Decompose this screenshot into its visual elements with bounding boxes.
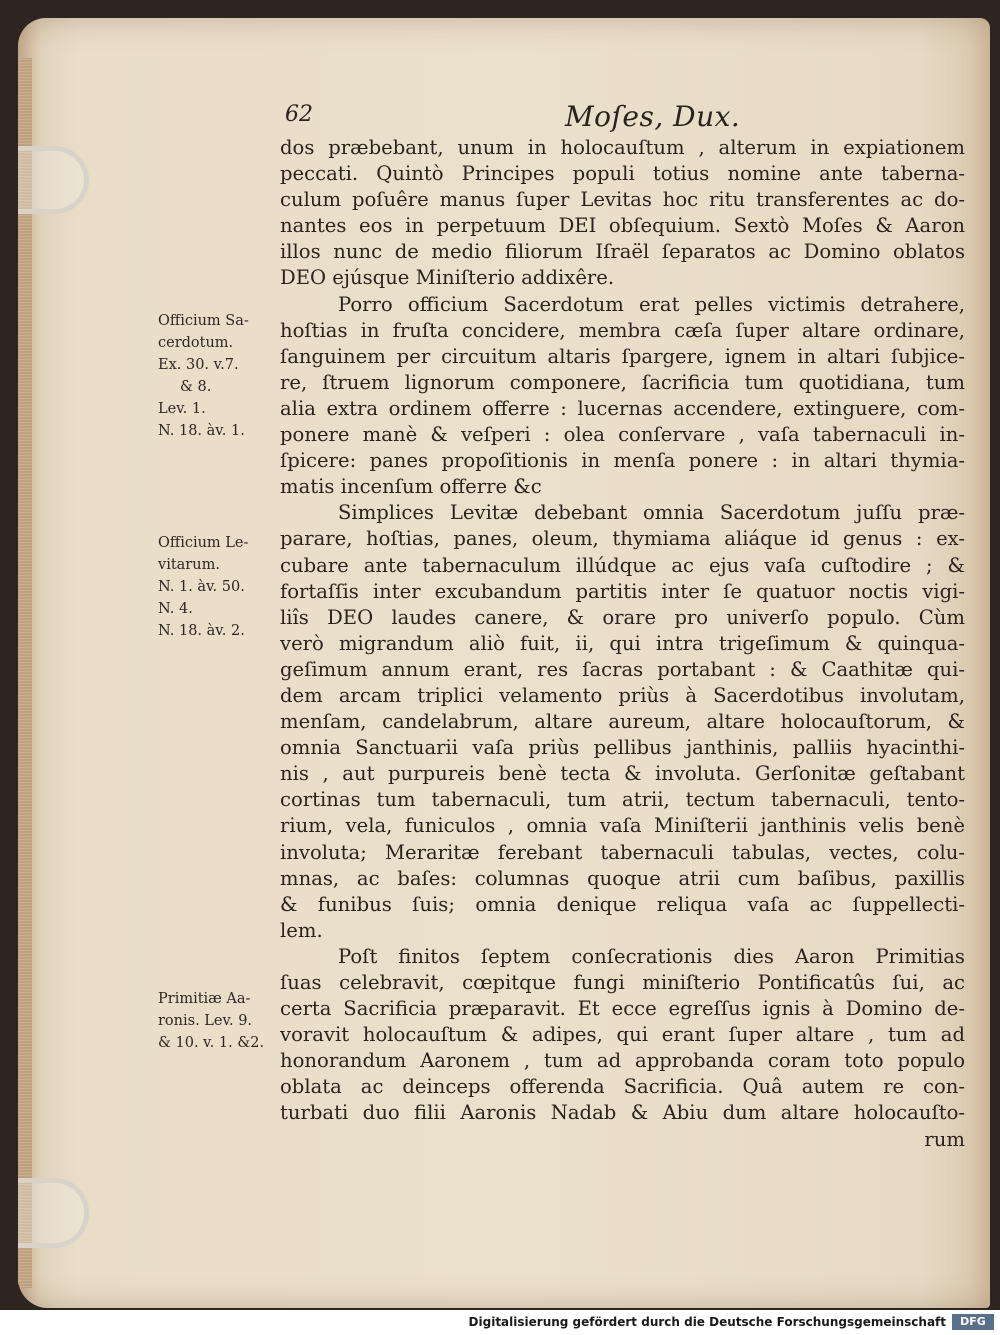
margin-note-line: Primitiæ Aa- bbox=[158, 991, 251, 1007]
text-line: hoſtias in fruſta concidere, membra cæſa ſuper altare ordinare, bbox=[280, 318, 965, 342]
text-line: illos nunc de medio filiorum Iſraël ſeparatos ac Domino oblatos bbox=[280, 240, 965, 264]
margin-note-primitiae-aaronis bbox=[158, 988, 276, 1054]
text-line: ſuas celebravit, cœpitque fungi miniſterio Pontificatûs ſui, ac bbox=[280, 971, 965, 994]
text-line: rium, vela, funiculos , omnia vaſa Miniſterii janthinis velis benè bbox=[280, 814, 965, 838]
text-line: dem arcam triplici velamento priùs à Sacerdotibus involutam, bbox=[280, 683, 965, 707]
margin-note-line: vitarum. bbox=[158, 557, 220, 573]
margin-note-officium-sacerdotum bbox=[158, 310, 276, 442]
paragraph-2 bbox=[280, 292, 965, 501]
text-line: verò migrandum aliò fuit, ii, qui intra trigeſimum & quinqua- bbox=[280, 631, 965, 655]
page-header bbox=[285, 100, 965, 136]
paragraph-4 bbox=[280, 944, 965, 1127]
footer-credit: Digitalisierung gefördert durch die Deutsche Forschungsgemeinschaft bbox=[468, 1315, 946, 1329]
margin-note-line: cerdotum. bbox=[158, 335, 234, 351]
text-line: turbati duo filii Aaronis Nadab & Abiu dum altare holocauſto- bbox=[280, 1101, 965, 1125]
text-line: omnia Sanctuarii vaſa priùs pellibus janthinis, palliis hyacinthi- bbox=[280, 736, 965, 760]
main-text bbox=[280, 135, 965, 1153]
text-line: DEO ejúsque Miniſterio addixêre. bbox=[280, 266, 615, 290]
digitization-footer bbox=[0, 1310, 1000, 1335]
margin-note-line: Officium Le- bbox=[158, 535, 249, 551]
text-line: involuta; Meraritæ ferebant tabernaculi tabulas, vectes, colu- bbox=[280, 840, 965, 864]
margin-note-line: Ex. 30. v.7. bbox=[158, 357, 239, 373]
dfg-logo-icon: DFG bbox=[952, 1314, 994, 1330]
text-line: culum poſuêre manus ſuper Levitas hoc ritu transferentes ac do- bbox=[280, 188, 965, 212]
text-line: ſanguinem per circuitum altaris ſpargere, ignem in altari ſubjice- bbox=[280, 344, 965, 368]
margin-note-line: N. 18. àv. 2. bbox=[158, 623, 245, 639]
page-edge bbox=[18, 58, 32, 1288]
page-clip-bottom bbox=[18, 1178, 89, 1248]
text-line: matis incenſum offerre &c bbox=[280, 475, 542, 499]
margin-note-line: N. 18. àv. 1. bbox=[158, 423, 245, 439]
text-line: menſam, candelabrum, altare aureum, altare holocauſtorum, & bbox=[280, 710, 965, 734]
page-clip-top bbox=[18, 146, 89, 214]
text-line: nantes eos in perpetuum DEI obſequium. Sextò Moſes & Aaron bbox=[280, 214, 965, 238]
text-line: peccati. Quintò Principes populi totius nomine ante taberna- bbox=[280, 162, 965, 186]
text-line: geſimum annum erant, res ſacras portabant : & Caathitæ qui- bbox=[280, 657, 965, 681]
margin-note-line: N. 1. àv. 50. bbox=[158, 579, 245, 595]
text-line: & funibus ſuis; omnia denique reliqua vaſa ac ſuppellecti- bbox=[280, 892, 965, 916]
text-line: parare, hoſtias, panes, oleum, thymiama aliáque id genus : ex- bbox=[280, 527, 965, 551]
text-line: mnas, ac baſes: columnas quoque atrii cum baſibus, paxillis bbox=[280, 866, 965, 890]
margin-note-line: & 8. bbox=[180, 379, 212, 395]
text-line: Porro officium Sacerdotum erat pelles victimis detrahere, bbox=[338, 292, 965, 316]
margin-note-line: N. 4. bbox=[158, 601, 193, 617]
text-line: cortinas tum tabernaculi, tum atrii, tectum tabernaculi, tento- bbox=[280, 788, 965, 812]
text-line: honorandum Aaronem , tum ad approbanda coram toto populo bbox=[280, 1049, 965, 1073]
text-line: oblata ac deinceps offerenda Sacrificia. Quâ autem re con- bbox=[280, 1075, 965, 1099]
margin-note-officium-levitarum bbox=[158, 532, 276, 642]
text-line: liîs DEO laudes canere, & orare pro univerſo populo. Cùm bbox=[280, 605, 965, 629]
paragraph-1 bbox=[280, 135, 965, 292]
text-line: nis , aut purpureis benè tecta & involuta. Gerſonitæ geſtabant bbox=[280, 762, 965, 786]
text-line: lem. bbox=[280, 918, 323, 942]
text-line: re, ſtruem lignorum componere, ſacrificia tum quotidiana, tum bbox=[280, 370, 965, 394]
text-line: Poſt finitos ſeptem conſecrationis dies Aaron Primitias bbox=[338, 944, 965, 968]
text-line: dos præbebant, unum in holocauſtum , alterum in expiationem bbox=[280, 136, 965, 159]
text-line: cubare ante tabernaculum illúdque ac ejus vaſa cuſtodire ; & bbox=[280, 553, 965, 577]
paragraph-3 bbox=[280, 500, 965, 944]
margin-note-line: & 10. v. 1. &2. bbox=[158, 1035, 265, 1051]
catchword: rum bbox=[924, 1127, 965, 1151]
text-line: voravit holocauſtum & adipes, qui erant ſuper altare , tum ad bbox=[280, 1023, 965, 1047]
margin-note-line: ronis. Lev. 9. bbox=[158, 1013, 253, 1029]
text-line: certa Sacrificia præparavit. Et ecce egreſſus ignis à Domino de- bbox=[280, 997, 965, 1021]
text-line: ponere manè & veſperi : olea conſervare , vaſa tabernaculi in- bbox=[280, 423, 965, 447]
running-title: Moſes, Dux. bbox=[565, 100, 741, 133]
text-line: alia extra ordinem offerre : lucernas accendere, extinguere, com- bbox=[280, 396, 965, 420]
text-line: fortaſſis inter excubandum partitis inter ſe quatuor noctis vigi- bbox=[280, 579, 965, 603]
page-number: 62 bbox=[285, 102, 313, 127]
text-line: ſpicere: panes propoſitionis in menſa ponere : in altari thymia- bbox=[280, 449, 965, 473]
margin-note-line: Lev. 1. bbox=[158, 401, 206, 417]
margin-note-line: Officium Sa- bbox=[158, 313, 249, 329]
text-line: Simplices Levitæ debebant omnia Sacerdotum juſſu præ- bbox=[338, 501, 965, 525]
